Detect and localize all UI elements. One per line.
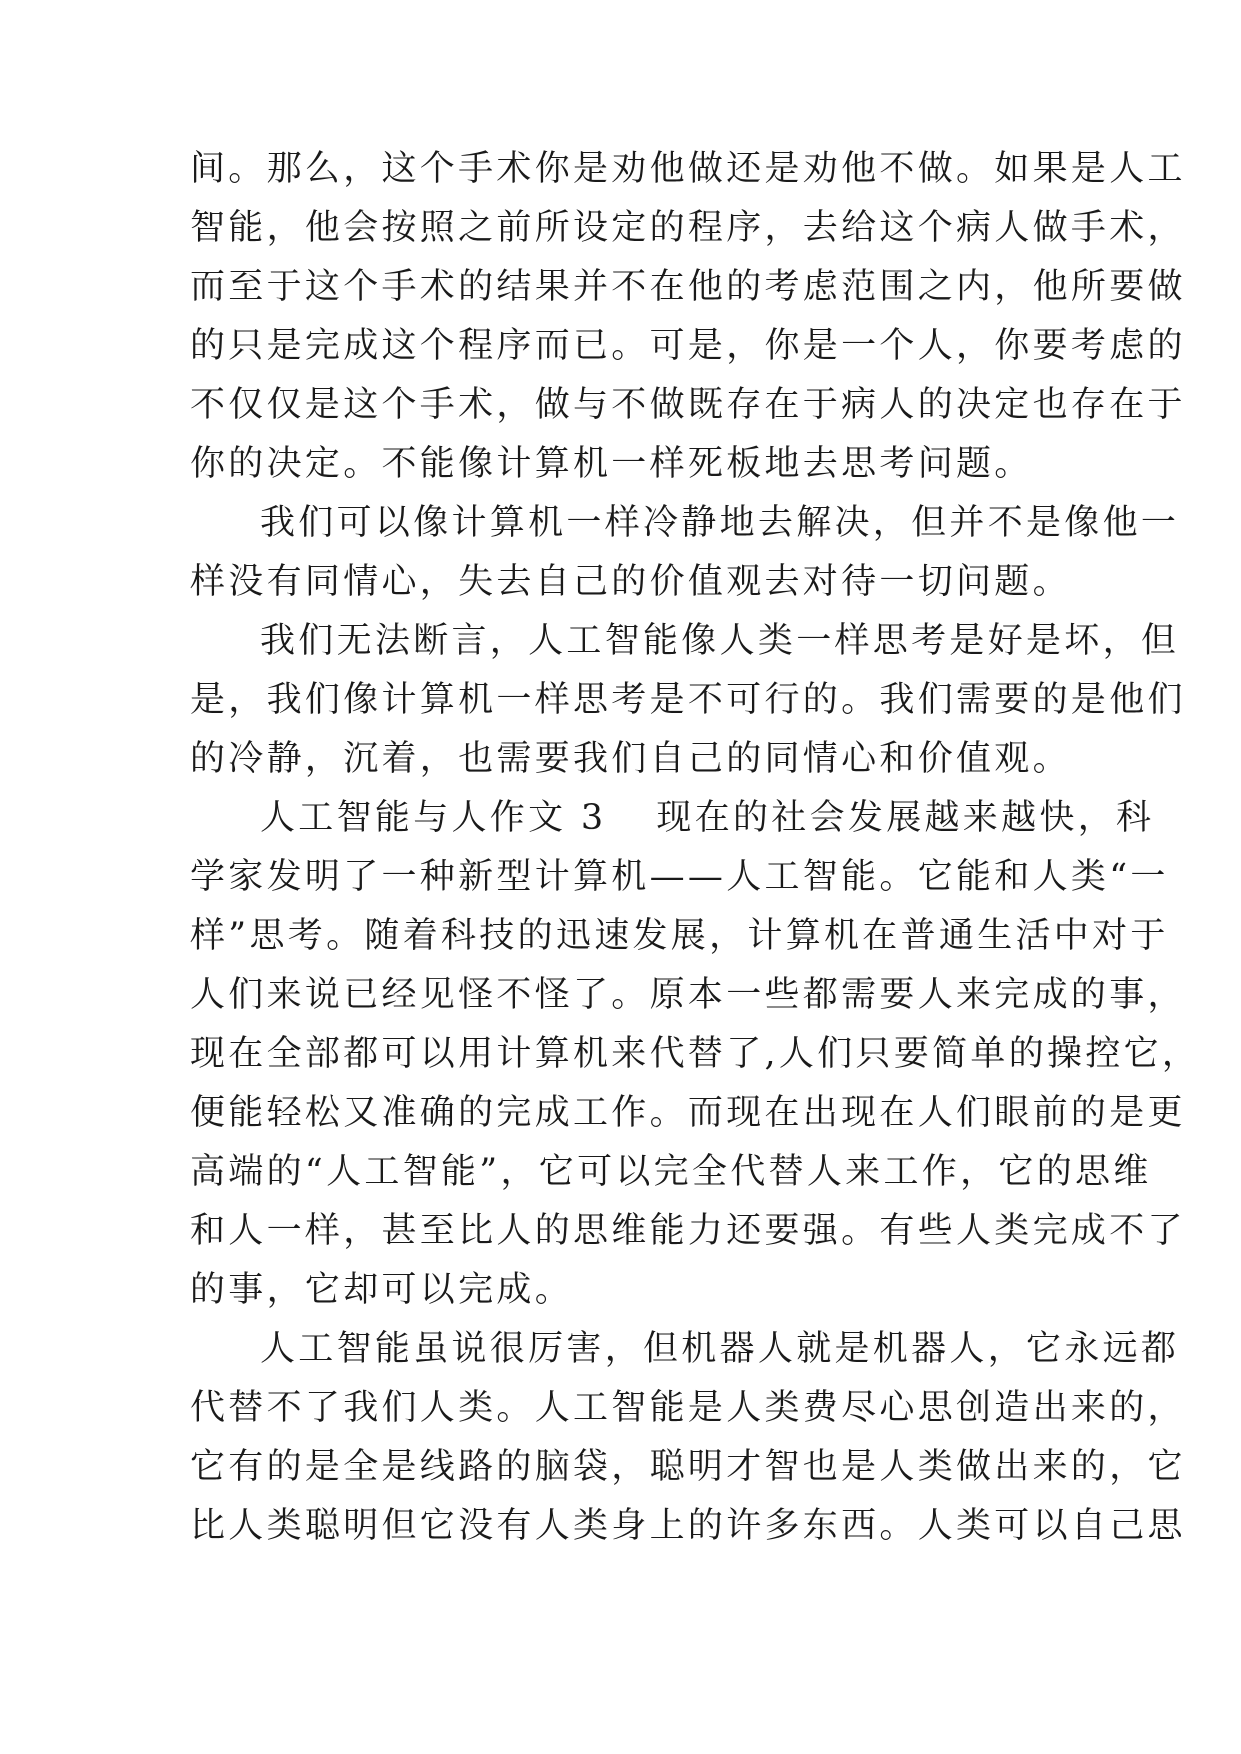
text-line: 我们无法断言，人工智能像人类一样思考是好是坏，但 <box>260 621 1180 661</box>
text-line: 现在全部都可以用计算机来代替了,人们只要简单的操控它， <box>190 1034 1201 1074</box>
text-line: 比人类聪明但它没有人类身上的许多东西。人类可以自己思 <box>190 1506 1186 1546</box>
text-line: 高端的“人工智能”，它可以完全代替人来工作，它的思维 <box>190 1152 1152 1192</box>
text-line: 的事，它却可以完成。 <box>190 1270 574 1310</box>
text-line: 它有的是全是线路的脑袋，聪明才智也是人类做出来的，它 <box>190 1447 1186 1487</box>
text-line: 人工智能虽说很厉害，但机器人就是机器人，它永远都 <box>260 1329 1180 1369</box>
text-line: 样”思考。随着科技的迅速发展，计算机在普通生活中对于 <box>190 916 1169 956</box>
text-line: 间。那么，这个手术你是劝他做还是劝他不做。如果是人工 <box>190 149 1186 189</box>
text-segment: 现在的社会发展越来越快，科 <box>656 798 1155 838</box>
body-text <box>190 140 1201 1556</box>
text-line: 学家发明了一种新型计算机——人工智能。它能和人类“一 <box>190 857 1169 897</box>
text-line: 的只是完成这个程序而已。可是，你是一个人，你要考虑的 <box>190 326 1186 366</box>
text-line: 样没有同情心，失去自己的价值观去对待一切问题。 <box>190 562 1071 602</box>
text-line: 是，我们像计算机一样思考是不可行的。我们需要的是他们 <box>190 680 1186 720</box>
text-line: 和人一样，甚至比人的思维能力还要强。有些人类完成不了 <box>190 1211 1186 1251</box>
heading-line <box>190 789 1155 848</box>
text-line: 我们可以像计算机一样冷静地去解决，但并不是像他一 <box>260 503 1180 543</box>
text-line: 而至于这个手术的结果并不在他的考虑范围之内，他所要做 <box>190 267 1186 307</box>
text-line: 你的决定。不能像计算机一样死板地去思考问题。 <box>190 444 1033 484</box>
text-line: 便能轻松又准确的完成工作。而现在出现在人们眼前的是更 <box>190 1093 1186 1133</box>
text-line: 人们来说已经见怪不怪了。原本一些都需要人来完成的事， <box>190 975 1186 1015</box>
text-line: 的冷静，沉着，也需要我们自己的同情心和价值观。 <box>190 739 1071 779</box>
text-line: 智能，他会按照之前所设定的程序，去给这个病人做手术， <box>190 208 1186 248</box>
section-heading: 人工智能与人作文 3 <box>260 798 607 838</box>
text-line: 不仅仅是这个手术，做与不做既存在于病人的决定也存在于 <box>190 385 1186 425</box>
text-line: 代替不了我们人类。人工智能是人类费尽心思创造出来的， <box>190 1388 1186 1428</box>
